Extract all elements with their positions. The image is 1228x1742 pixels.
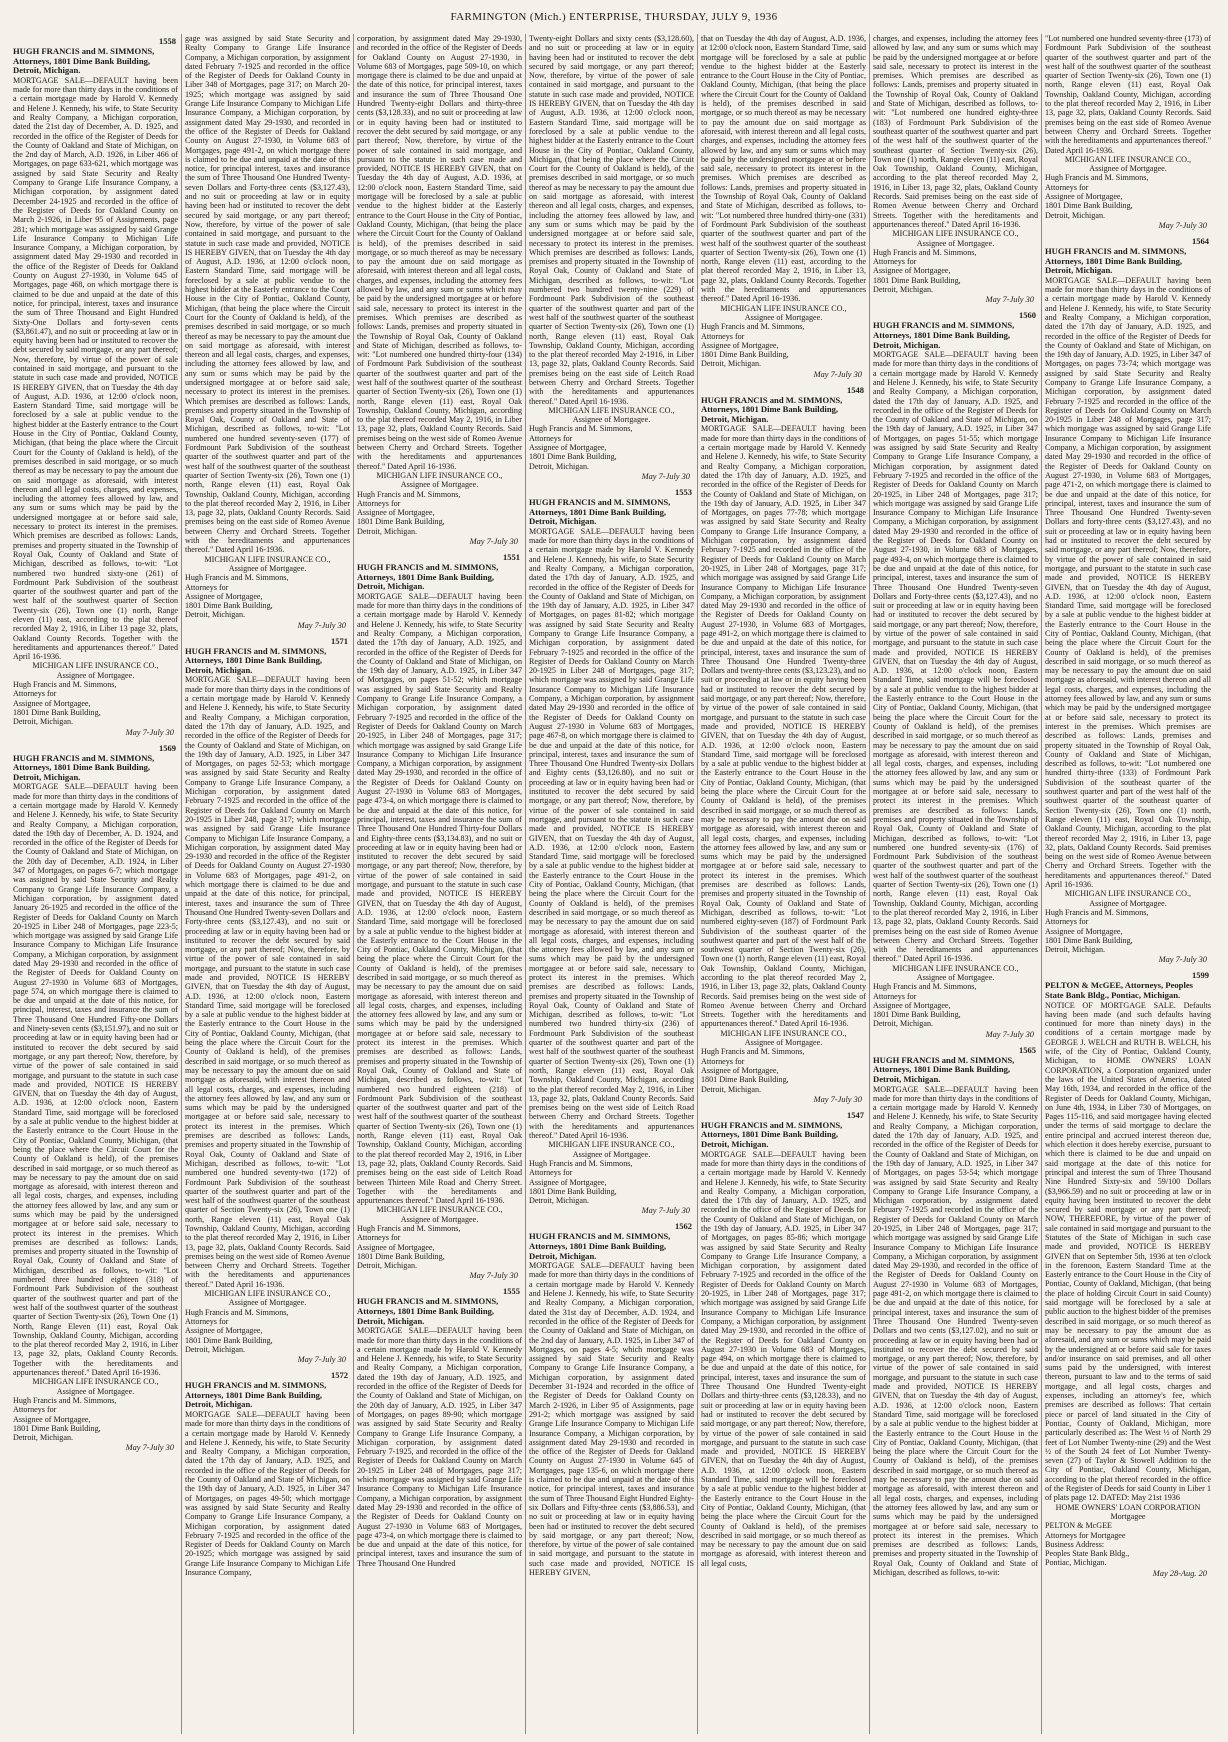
notice-header: HUGH FRANCIS and M. SIMMONS, Attorneys, 1801 Dime Bank Building, Detroit, Michigan. — [873, 1054, 1015, 1084]
notice-signature-line: Assignee of Mortgagee. — [572, 1149, 651, 1159]
notice-run-dates: May 7-July 30 — [813, 369, 862, 379]
legal-notice — [529, 487, 694, 1215]
notice-signature-line: 1801 Dime Bank Building, — [701, 1075, 789, 1085]
notice-signature-line: Assignee of Mortgagee, — [873, 1000, 951, 1010]
column-5 — [698, 34, 870, 1734]
notice-signature-line: Detroit, Michigan. — [185, 1344, 246, 1354]
notice-signature-line: MICHIGAN LIFE INSURANCE CO., — [548, 405, 675, 415]
notice-number: 1564 — [1192, 235, 1209, 246]
notice-signature-line: MICHIGAN LIFE INSURANCE CO., — [32, 661, 159, 671]
notice-signature-line: 1801 Dime Bank Building, — [13, 707, 101, 717]
notice-signature-line: Business Address: — [1045, 1539, 1105, 1549]
notice-signature-line: Hugh Francis and M. Simmons, — [13, 680, 117, 690]
notice-signature-line: Detroit, Michigan. — [357, 526, 418, 536]
notice-body: MORTGAGE SALE—DEFAULT having been made for more than thirty days in the conditions of a certain mortgage made by Harold V. Kennedy and Helene J. Kennedy, his wife, to State Security and Realty Company, a Michigan corporation, dated the 17th day of January, A.D. 1925, and recorded in the office of the Register of Deeds for the County of Oakland and State of Michigan, on the 19th day of January, A.D. 1925, in Liber 347 of Mortgages, on pages 51-55; which mortgage was assigned by said State Security and Realty Company to Grange Life Insurance Company, a Michigan corporation, by assignment dated February 7-1925 and recorded in the office of the Register of Deeds for Oakland County on March 20-1925, in Liber 248 of Mortgages, page 317; which mortgage was assigned by said Grange Life Insurance Company to Michigan Life Insurance Company, a Michigan corporation, by assignment dated May 29-1930 and recorded in the office of the Register of Deeds for Oakland County on August 27-1930, in Volume 683 of Mortgages, page 493-4, on which mortgage there is claimed to be due and unpaid at the date of this notice, for principal, interest, taxes and insurance the sum of Three Thousand One Hundred Twenty-seven Dollars and Forty-three cents ($3,127.43), and no suit or proceeding at law or in equity having been had or instituted to recover the debt secured by said mortgage, or any part thereof; Now, therefore, by virtue of the power of sale contained in said mortgage, and pursuant to the statute in such case made and provided, NOTICE IS HEREBY GIVEN, that on Tuesday the 4th day of August, A.D. 1936, at 12:00 o'clock noon, Eastern Standard Time, said mortgage will be foreclosed by a sale at public vendue to the highest bidder at the Easterly entrance to the Court House in the City of Pontiac, Oakland County, Michigan, (that being the place where the Circuit Court for the County of Oakland is held), of the premises described in said mortgage, or so much thereof as may be necessary to pay the amount due on said mortgage as aforesaid, with interest thereon and all legal costs, charges, and expenses, including the attorney fees allowed by law, and any sum or sums which may be paid by the undersigned mortgagee at or before said sale, necessary to protect its interest in the premises. Which premises are described as follows: Lands, premises and property situated in the Township of Royal Oak, County of Oakland and State of Michigan, described as follows, to-wit: "Lot numbered one hundred seventy-six (176) of Fordmount Park Subdivision of the southeast quarter of the southwest quarter and part of the west half of the southwest quarter of the southeast quarter of Section Twenty-six (26), Town one (1) north, Range eleven (11) east, Royal Oak Township, Oakland County, Michigan, according to the plat thereof recorded May 2, 1916, in Liber 13, page 32, plats, Oakland County Records. Said premises being on the east side of Romeo Avenue between Cherry and Orchard Streets. Together with the hereditaments and appurtenances thereof." Dated April 16-1936. — [873, 350, 1038, 964]
column-7 — [1042, 34, 1214, 1734]
notice-signature-line: Assignee of Mortgagee, — [529, 443, 607, 453]
page-masthead: FARMINGTON (Mich.) ENTERPRISE, THURSDAY, JULY 9, 1936 — [450, 11, 778, 23]
legal-notice — [873, 34, 1038, 304]
legal-notice — [13, 36, 178, 737]
legal-notice — [185, 636, 350, 1364]
notice-signature-line: Assignee of Mortgagee, — [13, 698, 91, 708]
notice-signature-line: Assignee of Mortgagee. — [744, 312, 823, 322]
notice-number: 1553 — [675, 486, 692, 497]
notice-run-dates: May 7-July 30 — [297, 1355, 346, 1365]
notice-signature-line: Assignee of Mortgagee, — [529, 1177, 607, 1187]
notice-signature-line: Attorneys for — [357, 498, 401, 508]
column-2 — [182, 34, 354, 1734]
notice-signature-line: 1801 Dime Bank Building, — [701, 350, 789, 360]
legal-notice — [529, 1221, 694, 1577]
legal-notice — [1045, 34, 1211, 230]
notice-signature-line: HOME OWNERS' LOAN CORPORATION — [1055, 1502, 1201, 1512]
notice-signature-line: Attorneys for — [529, 1168, 573, 1178]
notice-signature-line: Detroit, Michigan. — [13, 717, 74, 727]
notice-signature-line: Assignee of Mortgagee. — [1089, 164, 1167, 174]
notice-signature-line: MICHIGAN LIFE INSURANCE CO., — [376, 1205, 503, 1215]
notice-header: PELTON & McGEE, Attorneys, Peoples State Bank Bldg., Pontiac, Michigan. — [1045, 980, 1194, 1000]
notice-number: 1572 — [331, 1370, 348, 1381]
notice-header: HUGH FRANCIS and M. SIMMONS, Attorneys, 1801 Dime Bank Building, Detroit, Michigan. — [357, 1296, 499, 1326]
legal-notice — [529, 34, 694, 481]
legal-notice — [701, 385, 866, 1104]
notice-header: HUGH FRANCIS and M. SIMMONS, Attorneys, 1801 Dime Bank Building, Detroit, Michigan. — [529, 496, 671, 527]
notice-body: "Lot numbered one hundred seventy-three (173) of Fordmount Park Subdivision of the southeast quarter of the southwest quarter and part of the west half of the southwest quarter of the southeast quarter of Section Twenty-six (26), Town one (1) north, Range eleven (11) east, Royal Oak Township, Oakland County, Michigan, according to the plat thereof recorded May 2, 1916, in Liber 13, page 32, plats, Oakland County Records. Said premises being on the east side of Romeo Avenue between Cherry and Orchard Streets. Together with the hereditaments and appurtenances thereof." Dated April 16-1936. — [1045, 34, 1212, 155]
notice-signature-line: Assignee of Mortgagee. — [400, 480, 479, 490]
notice-signature-line: Attorneys for — [1045, 182, 1089, 192]
notice-body: MORTGAGE SALE—DEFAULT having been made for more than thirty days in the conditions of a certain mortgage made by Harold V. Kennedy and Helene J. Kennedy, his wife, to State Security and Realty Company, a Michigan corporation, dated the 17th day of January, A.D. 1925, and recorded in the office of the Register of Deeds for the County of Oakland and State of Michigan, on the 19th day of January, A.D. 1925, in Liber 347 of Mortgages, on pages 85-86; which mortgage was assigned by said State Security and Realty Company to Grange Life Insurance Company, a Michigan corporation, by assignment dated February 7-1925 and recorded in the office of the Register of Deeds for Oakland County on March 20-1925, in Liber 248 of Mortgages, page 317; which mortgage was assigned by said Grange Life Insurance Company to Michigan Life Insurance Company, a Michigan corporation, by assignment dated May 29-1930, and recorded in the office of the Register of Deeds for Oakland County on August 27-1930 in Volume 683 of Mortgages, page 494, on which mortgage there is claimed to be due and unpaid at the date of this notice, for principal, interest, taxes and insurance the sum of Three Thousand One Hundred Twenty-eight Dollars and thirty-three cents ($3,128.33), and no suit or proceeding at law or in equity having been had or instituted to recover the debt secured by said mortgage, or any part thereof; Now, therefore, by virtue of the power of sale contained in said mortgage, and pursuant to the statute in such case made and provided, NOTICE IS HEREBY GIVEN, that on Tuesday the 4th day of August, A.D. 1936, at 12:00 o'clock noon, Eastern Standard Time, said mortgage will be foreclosed by a sale at public vendue to the highest bidder at the Easterly entrance to the Court House in the City of Pontiac, Oakland County, Michigan, (that being the place where the Circuit Court for the County of Oakland is held), of the premises described in said mortgage, or so much thereof as may be necessary to pay the amount due on said mortgage as aforesaid, with interest thereon and all legal costs, — [701, 1149, 866, 1568]
notice-signature-line: 1801 Dime Bank Building, — [873, 1010, 961, 1020]
notice-signature-line: Assignee of Mortgagee. — [916, 972, 995, 982]
notice-signature-line: Assignee of Mortgagee, — [1045, 926, 1123, 936]
notice-number: 1560 — [1019, 310, 1036, 321]
notice-signature-line: PELTON & McGEE — [1045, 1521, 1112, 1531]
notice-body: MORTGAGE SALE—DEFAULT having been made for more than thirty days in the conditions of a certain mortgage made by Harold V. Kennedy and Helene J. Kennedy, his wife, to State Security and Realty Company, a Michigan corporation, dated the 17th day of January, A.D. 1925, and recorded in the office of the Register of Deeds for the County of Oakland and State of Michigan, on the 19th day of January, A.D. 1925, in Liber 347 of Mortgages, on pages 81-82; which mortgage was assigned by said State Security and Realty Company to Grange Life Insurance Company, a Michigan corporation, by assignment dated February 7-1925 and recorded in the office of the Register of Deeds for Oakland County on March 20-1925 in Liber 248 of Mortgages, page 317; which mortgage was assigned by said Grange Life Insurance Company to Michigan Life Insurance Company, a Michigan corporation, by assignment dated May 29-1930 and recorded in the office of the Register of Deeds for Oakland County on August 27-1930 in Volume 683 of Mortgages, page 467-8, on which mortgage there is claimed to be due and unpaid at the date of this notice, for principal, interest, taxes and insurance the sum of Three Thousand One Hundred Twenty-six Dollars and Eighty cents ($3,126.80), and no suit or proceeding at law or in equity having been had or instituted to recover the debt secured by said mortgage, or any part thereof; Now, therefore, by virtue of the power of sale contained in said mortgage, and pursuant to the statute in such case made and provided, NOTICE IS HEREBY GIVEN, that on Tuesday the 4th day of August, A.D. 1936, at 12:00 o'clock noon, Eastern Standard Time, said mortgage will be foreclosed by a sale at public vendue to the highest bidder at the Easterly entrance to the Court House in the City of Pontiac, Oakland County, Michigan, (that being the place where the Circuit Court for the County of Oakland is held), of the premises described in said mortgage, or so much thereof as may be necessary to pay the amount due on said mortgage as aforesaid, with interest thereon and all legal costs, charges, and expenses, including the attorney fees allowed by law, and any sum or sums which may be paid by the undersigned mortgagee at or before said sale, necessary to protect its interest in the premises. Which premises are described as follows: Lands, premises and property situated in the Township of Royal Oak, County of Oakland and State of Michigan, described as follows, to-wit: "Lot numbered two hundred thirty-six (236) of Fordmount Park Subdivision of the southeast quarter of the southwest quarter and part of the west half of the southwest quarter of the southeast quarter of Section Twenty-six (26), Town one (1) north, Range eleven (11) east, Royal Oak Township, Oakland County, Michigan, according to the plat thereof recorded May 2, 1916, in Liber 13, page 32, plats, Oakland County Records. Said premises being on the west side of Leitch Road between Cherry and Orchard Streets. Together with the hereditaments and appurtenances thereof." Dated April 16-1936. — [529, 526, 694, 1141]
notice-signature-line: Hugh Francis and M. Simmons, — [873, 982, 977, 992]
notice-signature-line: Pontiac, Michigan. — [1045, 1558, 1107, 1568]
notice-signature-line: MICHIGAN LIFE INSURANCE CO., — [892, 229, 1019, 239]
notice-signature-line: Attorneys for Mortgagee — [1045, 1530, 1126, 1540]
notice-signature-line: Detroit, Michigan. — [1045, 945, 1106, 955]
notice-signature-line: Assignee of Mortgagee, — [873, 266, 951, 276]
notice-run-dates: May 7-July 30 — [985, 1029, 1034, 1039]
notice-number: 1548 — [847, 384, 864, 395]
notice-signature-line: Hugh Francis and M. Simmons, — [873, 247, 977, 257]
notice-signature-line: Assignee of Mortgagee. — [916, 238, 995, 248]
legal-notice — [185, 34, 350, 630]
notice-signature-line: Hugh Francis and M. Simmons, — [1045, 173, 1149, 183]
notice-signature-line: Attorneys for — [357, 1233, 401, 1243]
notice-body: MORTGAGE SALE—DEFAULT having been made for more than thirty days in the conditions of a certain mortgage made by Harold V. Kennedy and Helene J. Kennedy, his wife, to State Security and Realty Company, a Michigan corporation, dated the 19th day of January, A.D. 1925, and recorded in the office of the Register of Deeds for the County of Oakland and State of Michigan, on the 20th day of January, A.D. 1925, in Liber 347 of Mortgages, on pages 89-90; which mortgage was assigned by said State Security and Realty Company to Grange Life Insurance Company, a Michigan corporation, by assignment dated February 7-1925, and recorded in the office of the Register of Deeds for Oakland County on March 20-1925 in Liber 248 of Mortgages, page 317; which mortgage was assigned by said Grange Life Insurance Company to Michigan Life Insurance Company, a Michigan corporation, by assignment dated May 29-1930 and recorded in the office of the Register of Deeds for Oakland County on August 27-1930 in Volume 683 of Mortgages, page 473-4, on which mortgage there is claimed to be due and unpaid at the date of this notice, for principal interest, taxes and insurance the sum of Three Thousand One Hundred — [357, 1326, 522, 1568]
notice-signature-line: Assignee of Mortgagee. — [228, 563, 307, 573]
notice-header: HUGH FRANCIS and M. SIMMONS, Attorneys, 1801 Dime Bank Building, Detroit, Michigan. — [185, 645, 327, 675]
notice-signature-line: 1801 Dime Bank Building, — [13, 1423, 101, 1433]
notice-signature-line: Assignee of Mortgagee. — [744, 1038, 823, 1048]
notice-body: NOTICE OF MORTGAGE SALE. Defaults having been made (and such defaults having continued for more than ninety days) in the conditions of a certain mortgage made by GEORGE J. WELCH and RUTH B. WELCH, his wife, of the City of Pontiac, Oakland County, Michigan, to HOME OWNERS' LOAN CORPORATION, a Corporation organized under the laws of the United States of America, dated May 16th, 1934, and recorded in the office of the Register of Deeds for Oakland County, Michigan, on June 4th, 1934, in Liber 730 of Mortgages, on Pages 115-116, and said mortgagee having elected under the terms of said mortgage to declare the entire principal and accrued interest thereon due, which election it does hereby exercise, pursuant to which there is claimed to be due and unpaid on said mortgage at the date of this notice for principal and interest the sum of Three Thousand Nine Hundred Sixty-six and 59/100 Dollars ($3,966.59) and no suit or proceeding at law or in equity having been instituted to recover the debt secured by said mortgage or any part thereof; NOW, THEREFORE, by virtue of the power of sale contained in said mortgage and pursuant to the Statutes of the State of Michigan in such case made and provided, NOTICE IS HEREBY GIVEN that on September 5th, 1936 at ten o'clock in the forenoon, Eastern Standard Time at the Easterly entrance to the Court House in the City of Pontiac, County of Oakland, Michigan, (that being the place of holding Circuit Court in said County) said mortgage will be foreclosed by a sale at public auction to the highest bidder of the premises described in said mortgage, or so much thereof as may be necessary to pay the amount due as aforesaid, and any sum or sums which may be paid by the undersigned at or before said sale for taxes and/or insurance on said premises, and all other sums paid by the undersigned, with interest thereon, pursuant to law and to the terms of said mortgage, and all legal costs, charges and expenses, including an attorney's fee, which premises are described as follows: That certain piece or parcel of land situated in the City of Pontiac, County of Oakland, Michigan, more particularly described as: The West ½ of North 29 feet of Lot Number Twenty-nine (29) and the West ½ of the South 24 feet of Lot Number Twenty-seven (27) of Taylor & Stowell Addition to the City of Pontiac, Oakland County, Michigan, according to the plat thereof recorded in the office of the Register of Deeds for said County in Liber 1 of plats page 12. DATED: May 21st 1936 — [1045, 1000, 1211, 1503]
notice-body: charges, and expenses, including the attorney fees allowed by law, and any sum or sums which may be paid by the undersigned mortgagee at or before said sale, necessary to protect its interest in the premises. Which premises are described as follows: Lands, premises and property situated in the Township of Royal Oak, County of Oakland and State of Michigan, described as follows, to-wit: "Lot numbered one hundred eighty-three (183) of Fordmount Park Subdivision of the southeast quarter of the southwest quarter and part of the west half of the southwest quarter of the southeast quarter of Section Twenty-six (26), Town one (1) north, Range eleven (11) east, Royal Oak Township, Oakland County, Michigan, according to the plat thereof recorded May 2, 1916, in Liber 13, page 32, plats, Oakland County Records. Said premises being on the east side of Romeo Avenue between Cherry and Orchard Streets. Together with the hereditaments and appurtenances thereof." Dated April 16-1936. — [873, 34, 1038, 229]
column-1 — [10, 34, 182, 1734]
notice-run-dates: May 28-Aug. 20 — [1152, 1568, 1207, 1578]
notice-signature-line: Assignee of Mortgagee. — [400, 1214, 479, 1224]
notice-body: MORTGAGE SALE—DEFAULT having been made for more than thirty days in the conditions of a certain mortgage made by Harold V. Kennedy and Helene J. Kennedy, his wife, to State Security and Realty Company, a Michigan corporation, dated the 17th day of January, A.D. 1925, and recorded in the office of the Register of Deeds for the County of Oakland and State of Michigan, on the 19th day of January, A.D. 1925, in Liber 347 of Mortgages, on pages 73-74; which mortgage was assigned by said State Security and Realty Company to Grange Life Insurance Company, a Michigan corporation, by assignment dated February 7-1925 and recorded in the office of the Register of Deeds for Oakland County on March 20-1925 in Liber 248 of Mortgages, page 317; which mortgage was assigned by said Grange Life Insurance Company to Michigan Life Insurance Company, a Michigan corporation, by assignment dated May 29-1930 and recorded in the office of the Register of Deeds for Oakland County on August 27-1930, in Volume 683 of Mortgages, page 471-2, on which mortgage there is claimed to be due and unpaid at the date of this notice, for principal, interest, taxes and insurance the sum of Three Thousand One Hundred Twenty-seven Dollars and forty-three cents ($3,127.43), and no suit or proceeding at law or in equity having been had or instituted to recover the debt secured by said mortgage, or any part thereof; Now, therefore, by virtue of the power of sale contained in said mortgage, and pursuant to the statute in such case made and provided, NOTICE IS HEREBY GIVEN, that on Tuesday the 4th day of August, A.D. 1936, at 12:00 o'clock noon, Eastern Standard Time, said mortgage will be foreclosed by a sale at public vendue to the highest bidder at the Easterly entrance to the Court House in the City of Pontiac, Oakland County, Michigan, (that being the place where the Circuit Court for the County of Oakland is held), of the premises described in said mortgage, or so much thereof as may be necessary to pay the amount due on said mortgage as aforesaid, with interest thereon and all legal costs, charges, and expenses, including the attorney fees allowed by law, and any sum or sums which may be paid by the undersigned mortgagee at or before said sale, necessary to protect its interest in the premises. Which premises are described as follows: Lands, premises and property situated in the Township of Royal Oak, County of Oakland and State of Michigan, described as follows, to-wit: "Lot numbered one hundred thirty-three (133) of Fordmount Park Subdivision of the southeast quarter of the southwest quarter and part of the west half of the southwest quarter of the southeast quarter of Section Twenty-six (26), Town one (1) north, Range eleven (11) east, Royal Oak Township, Oakland County, Michigan, according to the plat thereof recorded May 2, 1916, in Liber 13, page 32, plats, Oakland County Records. Said premises being on the west side of Romeo Avenue between Cherry and Orchard Streets. Together with the hereditaments and appurtenances thereof." Dated April 16-1936. — [1045, 275, 1211, 890]
notice-header: HUGH FRANCIS and M. SIMMONS, Attorneys, 1801 Dime Bank Building, Detroit, Michigan. — [1045, 245, 1187, 276]
notice-header: HUGH FRANCIS and M. SIMMONS, Attorneys, 1801 Dime Bank Building, Detroit, Michigan. — [701, 394, 843, 424]
notice-signature-line: Attorneys for — [13, 689, 57, 699]
notice-header: HUGH FRANCIS and M. SIMMONS, Attorneys, 1801 Dime Bank Building, Detroit, Michigan. — [873, 320, 1015, 350]
notice-signature-line: Hugh Francis and M. Simmons, — [13, 1395, 117, 1405]
notice-signature-line: Attorneys for — [873, 257, 917, 267]
notice-number: 1562 — [675, 1221, 692, 1232]
notice-body: MORTGAGE SALE—DEFAULT having been made for more than thirty days in the conditions of a certain mortgage made by Harold V. Kennedy and Helene J. Kennedy, his wife, to State Security and Realty Company, a Michigan corporation, dated the 17th day of January, A.D. 1925, and recorded in the office of the Register of Deeds for the County of Oakland and State of Michigan, on the 19th day of January, A.D. 1925, in Liber 347 of Mortgages, on pages 77-78; which mortgage was assigned by said State Security and Realty Company to Grange Life Insurance Company, a Michigan corporation, by assignment dated February 7-1925 and recorded in the office of the Register of Deeds for Oakland County on March 20-1925, in Liber 248 of Mortgages, page 317; which mortgage was assigned by said Grange Life Insurance Company to Michigan Life Insurance Company, a Michigan corporation, by assignment dated May 29-1930 and recorded in the office of the Register of Deeds for Oakland County on August 27-1930, in Volume 683 of Mortgages, page 491-2, on which mortgage there is claimed to be due and unpaid at the date of this notice, for principal, interest, taxes and insurance the sum of Three Thousand One Hundred Twenty-three Dollars and twenty-three cents ($3,123.23), and no suit or proceeding at law or in equity having been had or instituted to recover the debt secured by said mortgage, or any part thereof; Now, therefore, by virtue of the power of sale contained in said mortgage, and pursuant to the statute in such case made and provided, NOTICE IS HEREBY GIVEN, that on Tuesday the 4th day of August, A.D. 1936, at 12:00 o'clock noon, Eastern Standard Time, said mortgage will be foreclosed by a sale at public vendue to the highest bidder at the Easterly entrance to the Court House in the City of Pontiac, Oakland County, Michigan, (that being the place where the Circuit Court for the County of Oakland is held), of the premises described in said mortgage, or so much thereof as may be necessary to pay the amount due on said mortgage as aforesaid, with interest thereon and all legal costs, charges, and expenses, including the attorney fees allowed by law, and any sum or sums which may be paid by the undersigned mortgagee at or before said sale, necessary to protect its interest in the premises. Which premises are described as follows: Lands, premises and property situated in the Township of Royal Oak, County of Oakland and State of Michigan, described as follows, to-wit: "Lot numbered eighty-seven (187) of Fordmount Park Subdivision of the southeast quarter of the southwest quarter and part of the west half of the southwest quarter of Section Twenty-six (26), Town one (1) north, Range eleven (11) east, Royal Oak Township, Oakland County, Michigan, according to the plat thereof recorded May 2, 1916, in Liber 13, page 32, plats, Oakland County Records. Said premises being on the west side of Romeo Avenue between Cherry and Orchard Streets. Together with the hereditaments and appurtenances thereof." Dated April 16-1936. — [701, 424, 866, 1029]
notice-body: MORTGAGE SALE—DEFAULT having been made for more than thirty days in the conditions of a certain mortgage made by Harold V. Kennedy and Helene J. Kennedy, his wife, to State Security and Realty Company, a Michigan corporation, dated the 31st day of December, A.D. 1924, and recorded in the office of the Register of Deeds for the County of Oakland and State of Michigan, on the 2nd day of January, A.D. 1925, in Liber 347 of Mortgages, on pages 4-5; which mortgage was assigned by said State Security and Realty Company to Grange Life Insurance Company, a Michigan corporation, by assignment dated December 31-1924 and recorded in the office of the Register of Deeds for Oakland County on March 2-1926, in Liber 95 of Assignments, page 291-2; which mortgage was assigned by said Grange Life Insurance Company to Michigan Life Insurance Company, a Michigan corporation, by assignment dated May 29-1930 and recorded in the office of the Register of Deeds for Oakland County on August 27-1930 in Volume 645 of Mortgages, page 135-6, on which mortgage there is claimed to be due and unpaid at the date of this notice, for principal interest, taxes and insurance the sum of Three Thousand Eight Hundred Eighty-six Dollars and Fifty-three cents ($3,886.53), and no suit or proceeding at law or in equity having been had or instituted to recover the debt secured by said mortgage, or any part thereof; Now, therefore, by virtue of the power of sale contained in said mortgage, and pursuant to the statute in such case made and provided, NOTICE IS HEREBY GIVEN, — [529, 1261, 694, 1577]
notice-number: 1571 — [331, 635, 348, 646]
notice-signature-line: MICHIGAN LIFE INSURANCE CO., — [1064, 889, 1192, 899]
notice-run-dates: May 7-July 30 — [985, 295, 1034, 305]
notice-run-dates: May 7-July 30 — [1158, 955, 1207, 965]
notice-number: 1569 — [159, 742, 176, 753]
notice-body: that on Tuesday the 4th day of August, A.D. 1936, at 12:00 o'clock noon, Eastern Standard Time, said mortgage will be foreclosed by a sale at public vendue to the highest bidder at the Easterly entrance to the Court House in the City of Pontiac, Oakland County, Michigan, (that being the place where the Circuit Court for the County of Oakland is held), of the premises described in said mortgage, or so much thereof as may be necessary to pay the amount due on said mortgage as aforesaid, with interest thereon and all legal costs, charges, and expenses, including the attorney fees allowed by law, and any sum or sums which may be paid by the undersigned mortgagee at or before said sale, necessary to protect its interest in the premises. Which premises are described as follows: Lands, premises and property situated in the Township of Royal Oak, County of Oakland and State of Michigan, described as follows, to-wit: "Lot numbered three hundred thirty-one (331) of Fordmount Park Subdivision of the southeast quarter of the southwest quarter and part of the west half of the southwest quarter of the southeast quarter of Section Twenty-six (26), Town one (1) north, Range eleven (11) east, according to the plat thereof recorded May 2, 1916, in Liber 13, page 32, plats, Oakland County Records. Together with the hereditaments and appurtenances thereof." Dated April 16-1936. — [701, 34, 866, 304]
notice-signature-line: Detroit, Michigan. — [13, 1433, 74, 1443]
notice-signature-line: Assignee of Mortgagee. — [56, 1386, 135, 1396]
notice-number: 1555 — [503, 1286, 520, 1297]
notice-header: HUGH FRANCIS and M. SIMMONS, Attorneys, 1801 Dime Bank Building, Detroit, Michigan. — [357, 562, 499, 592]
notice-signature-line: 1801 Dime Bank Building, — [185, 601, 273, 611]
notice-signature-line: Assignee of Mortgagee. — [56, 670, 135, 680]
notice-run-dates: May 7-July 30 — [125, 727, 174, 737]
notice-signature-line: Assignee of Mortgagee, — [701, 1065, 779, 1075]
notice-run-dates: May 7-July 30 — [641, 471, 690, 481]
notice-body: MORTGAGE SALE—DEFAULT having been made for more than thirty days in the conditions of a certain mortgage made by Harold V. Kennedy and Helene J. Kennedy, his wife, to State Security and Realty Company, a Michigan corporation, dated the 17th day of January, A.D. 1925, and recorded in the office of the Register of Deeds for the County of Oakland and State of Michigan, on the 19th day of January, A.D. 1925, in Liber 347 of Mortgages, on pages 52-53; which mortgage was assigned by said State Security and Realty Company to Grange Life Insurance Company, a Michigan corporation, by assignment dated February 7-1925 and recorded in the office of the Register of Deeds for Oakland County on March 20-1925 in Liber 248, page 317; which mortgage was assigned by said Grange Life Insurance Company to Michigan Life Insurance Company, a Michigan corporation, by assignment dated May 29-1930 and recorded in the office of the Register of Deeds for Oakland County on August 27-1930 in Volume 683 of Mortgages, page 491-2, on which mortgage there is claimed to be due and unpaid at the date of this notice, for principal, interest, taxes and insurance the sum of Three Thousand One Hundred Twenty-seven Dollars and Forty-three cents ($3,127.43), and no suit or proceeding at law or in equity having been had or instituted to recover the debt secured by said mortgage, or any part thereof; Now, therefore, by virtue of the power of sale contained in said mortgage, and pursuant to the statute in such case made and provided, NOTICE IS HEREBY GIVEN, that on Tuesday the 4th day of August, A.D. 1936, at 12:00 o'clock noon, Eastern Standard Time, said mortgage will be foreclosed by a sale at public vendue to the highest bidder at the Easterly entrance to the Court House in the City of Pontiac, Oakland County, Michigan, (that being the place where the Circuit Court for the County of Oakland is held), of the premises described in said mortgage, or so much thereof as may be necessary to pay the amount due on said mortgage as aforesaid, with interest thereon and all legal costs, charges, and expenses, including the attorney fees allowed by law, and any sum or sums which may be paid by the undersigned mortgagee at or before said sale, necessary to protect its interest in the premises. Which premises are described as follows: Lands, premises and property situated in the Township of Royal Oak, County of Oakland and State of Michigan, described as follows, to-wit: "Lot numbered one hundred seventy-two (172) of Fordmount Park Subdivision of the southeast quarter of the southwest quarter and part of the west half of the southwest quarter of the southeast quarter of Section Twenty-six (26), Town one (1) north, Range eleven (11) east, Royal Oak Township, Oakland County, Michigan, according to the plat thereof recorded May 2, 1916, in Liber 13, page 32, plats, Oakland County Records. Said premises being on the west side of Romeo Avenue between Cherry and Orchard Streets. Together with the hereditaments and appurtenances thereof." Dated April 16-1936. — [185, 675, 350, 1289]
notice-signature-line: Hugh Francis and M. Simmons, — [701, 1047, 805, 1057]
notice-signature-line: Detroit, Michigan. — [873, 285, 934, 295]
column-6 — [870, 34, 1042, 1734]
notice-signature-line: MICHIGAN LIFE INSURANCE CO., — [892, 963, 1019, 973]
notice-run-dates: May 7-July 30 — [813, 1094, 862, 1104]
notice-signature-line: 1801 Dime Bank Building, — [357, 1251, 445, 1261]
notice-signature-line: Mortgagee — [1110, 1511, 1146, 1521]
notice-signature-line: Peoples State Bank Bldg., — [1045, 1549, 1130, 1559]
legal-notice — [185, 1370, 350, 1577]
legal-notice — [873, 1045, 1038, 1578]
notice-number: 1565 — [1019, 1044, 1036, 1055]
notice-signature-line: Attorneys for — [185, 1316, 229, 1326]
notice-body: MORTGAGE SALE—DEFAULT having been made for more than thirty days in the conditions of a certain mortgage made by Harold V. Kennedy and Helene J. Kennedy, his wife, to State Security and Realty Company, a Michigan corporation, dated the 21st day of December, A. D. 1925, and recorded in the office of the Register of Deeds for the County of Oakland and State of Michigan, on the 2nd day of March, A.D. 1926, in Liber 466 of Mortgages, on page 633-621, which mortgage was assigned by said State Security and Realty Company to Grange Life Insurance Company, a Michigan corporation, by assignment dated December 24-1925 and recorded in the office of the Register of Deeds for Oakland County on March 2-1926, in Liber 95 of Assignments, page 281; which mortgage was assigned by said Grange Life Insurance Company to Michigan Life Insurance Company, a Michigan corporation, by assignment dated May 29-1930 and recorded in the office of the Register of Deeds for Oakland County on August 27-1930, in Volume 645 of Mortgages, page 468, on which mortgage there is claimed to be due and unpaid at the date of this notice, for principal, interest, taxes and insurance the sum of Three Thousand and Eight Hundred Sixty-One Dollars and forty-seven cents ($3,861.47), and no suit or proceeding at law or in equity having been had or instituted to recover the debt secured by said mortgage, or any part thereof; Now, therefore, by virtue of the power of sale contained in said mortgage, and pursuant to the statute in such case made and provided, NOTICE IS HEREBY GIVEN, that on Tuesday the 4th day of August, A.D. 1936, at 12:00 o'clock noon, Eastern Standard Time, said mortgage will be foreclosed by a sale at public vendue to the highest bidder at the Easterly entrance to the Court House in the City of Pontiac, Oakland County, Michigan, (that being the place where the Circuit Court for the County of Oakland is held), of the premises described in said mortgage, or so much thereof as may be necessary to pay the amount due on said mortgage as aforesaid, with interest thereon and all legal costs, charges, and expenses, including the attorney fees allowed by law, and any sum or sums which may be paid by the undersigned mortgagee at or before said sale, necessary to protect its interest in the premises. Which premises are described as follows: Lands, premises and property situated in the Township of Royal Oak, County of Oakland and State of Michigan, described as follows, to-wit: "Lot numbered two hundred sixty-one (261) of Fordmount Park Subdivision of the southeast quarter of the southwest quarter and part of the west half of the southwest quarter of Section Twenty-six (26), Town one (1) north, Range eleven (11) east, according to the plat thereof recorded May 2, 1916, in Liber 13 page 32, plats, Oakland County Records. Together with the hereditaments and appurtenances thereof." Dated April 16-1936. — [13, 75, 178, 662]
notice-signature-line: Assignee of Mortgagee, — [357, 1242, 435, 1252]
legal-notice — [873, 310, 1038, 1038]
notice-signature-line: Attorneys for — [13, 1405, 57, 1415]
notice-signature-line: MICHIGAN LIFE INSURANCE CO., — [1064, 154, 1192, 164]
column-4 — [526, 34, 698, 1734]
legal-notice — [357, 552, 522, 1280]
notice-signature-line: Attorneys for — [529, 433, 573, 443]
notice-number: 1599 — [1192, 970, 1209, 981]
notice-signature-line: Assignee of Mortgagee, — [13, 1414, 91, 1424]
notice-run-dates: May 7-July 30 — [469, 537, 518, 547]
notice-run-dates: May 7-July 30 — [1158, 220, 1207, 230]
notice-signature-line: Detroit, Michigan. — [185, 610, 246, 620]
notice-signature-line: Detroit, Michigan. — [701, 359, 762, 369]
notice-signature-line: 1801 Dime Bank Building, — [529, 452, 617, 462]
legal-notice — [357, 34, 522, 546]
notice-run-dates: May 7-July 30 — [641, 1206, 690, 1216]
notice-body: corporation, by assignment dated May 29-1930, and recorded in the office of the Register of Deeds for Oakland County on August 27-1930, in Volume 683 of Mortgages, page 509-10, on which mortgage there is claimed to be due and unpaid at the date of this notice, for principal interest, taxes and insurance the sum of Three Thousand One Hundred Twenty-eight Dollars and thirty-three cents ($3,128.33), and no suit or proceeding at law or in equity having been had or instituted to recover the debt secured by said mortgage, or any part thereof; Now, therefore, by virtue of the power of sale contained in said mortgage, and pursuant to the statute in such case made and provided, NOTICE IS HEREBY GIVEN, that on Tuesday the 4th day of August, A.D. 1936, at 12:00 o'clock noon, Eastern Standard Time, said mortgage will be foreclosed by a sale at public vendue to the highest bidder at the Easterly entrance to the Court House in the City of Pontiac, Oakland County, Michigan, (that being the place where the Circuit Court for the County of Oakland is held), of the premises described in said mortgage, or so much thereof as may be necessary to pay the amount due on said mortgage as aforesaid, with interest thereon and all legal costs, charges, and expenses, including the attorney fees allowed by law, and any sum or sums which may be paid by the undersigned mortgagee at or before said sale, necessary to protect its interest in the premises. Which premises are described as follows: Lands, premises and property situated in the Township of Royal Oak, County of Oakland and State of Michigan, described as follows, to-wit: "Lot numbered one hundred thirty-four (134) of Fordmount Park Subdivision of the southeast quarter of the southwest quarter and part of the west half of the southwest quarter of the southeast quarter of Section Twenty-six (26), Town one (1) north, Range eleven (11) east, Royal Oak Township, Oakland County, Michigan, according to the plat thereof recorded May 2, 1916, in Liber 13, page 32, plats, Oakland County Records. Said premises being on the west side of Romeo Avenue between Cherry and Orchard Streets. Together with the hereditaments and appurtenances thereof." Dated April 16-1936. — [357, 34, 522, 471]
notice-body: gage was assigned by said State Security and Realty Company to Grange Life Insurance Company, a Michigan corporation, by assignment dated February 7-1925 and recorded in the office of the Register of Deeds for Oakland County in Liber 348 of Mortgages, page 317; on March 20-1925; which mortgage was assigned by said Grange Life Insurance Company to Michigan Life Insurance Company, a Michigan corporation, by assignment dated May 29-1930, and recorded in the office of the Register of Deeds for Oakland County on August 27-1930, in Volume 683 of Mortgages, page 491-2, on which mortgage there is claimed to be due and unpaid at the date of this notice, for principal interest, taxes and insurance the sum of Three Thousand One Hundred Twenty-seven Dollars and Forty-three cents ($3,127.43), and no suit or proceeding at law or in equity having been had or instituted to recover the debt secured by said mortgage, or any part thereof; Now, therefore, by virtue of the power of sale contained in said mortgage, and pursuant to the statute in such case made and provided, NOTICE IS HEREBY GIVEN, that on Tuesday the 4th day of August, A.D. 1936, at 12:00 o'clock noon, Eastern Standard Time, said mortgage will be foreclosed by a sale at public vendue to the highest bidder at the Easterly entrance to the Court House in the City of Pontiac, Oakland County, Michigan, (that being the place where the Circuit Court for the County of Oakland is held), of the premises described in said mortgage, or so much thereof as may be necessary to pay the amount due on said mortgage as aforesaid, with interest thereon and all legal costs, charges, and expenses, including the attorney fees allowed by law, and any sum or sums which may be paid by the undersigned mortgagee at or before said sale, necessary to protect its interest in the premises. Which premises are described as follows: Lands, premises and property situated in the Township of Royal Oak, County of Oakland and State of Michigan, described as follows, to-wit: "Lot numbered one hundred seventy-seven (177) of Fordmount Park Subdivision of the southeast quarter of the southwest quarter and part of the west half of the southwest quarter of the southeast quarter of Section Twenty-six (26), Town one (1) north, Range eleven (11) east, Royal Oak Township, Oakland County, Michigan, according to the plat thereof recorded May 2, 1916, in Liber 13, page 32, plats, Oakland County Records. Said premises being on the east side of Romeo Avenue between Cherry and Orchard Streets. Together with the hereditaments and appurtenances thereof." Dated April 16-1936. — [185, 34, 350, 555]
legal-notice — [1045, 236, 1211, 964]
notice-header: HUGH FRANCIS and M. SIMMONS, Attorneys, 1801 Dime Bank Building, Detroit, Michigan. — [13, 752, 155, 782]
notice-run-dates: May 7-July 30 — [469, 1271, 518, 1281]
notice-body: MORTGAGE SALE—DEFAULT having been made for more than thirty days in the conditions of a certain mortgage made by Harold V. Kennedy and Helene J. Kennedy, his wife, to State Security and Realty Company, a Michigan corporation, dated the 19th day of December, A. D. 1924, and recorded in the office of the Register of Deeds for the County of Oakland and State of Michigan, on the 20th day of December, A.D. 1924, in Liber 347 of Mortgages, on pages 6-7; which mortgage was assigned by said State Security and Realty Company to Grange Life Insurance Company, a Michigan corporation, by assignment dated January 26-1925 and recorded in the office of the Register of Deeds for Oakland County on March 20-1925 in Liber 248 of Mortgages, page 223-5; which mortgage was assigned by said Grange Life Insurance Company to Michigan Life Insurance Company, a Michigan corporation, by assignment dated May 29-1930 and recorded in the office of the Register of Deeds for Oakland County on August 27-1930 in Volume 683 of Mortgages, page 574, on which mortgage there is claimed to be due and unpaid at the date of this notice, for principal, interest, taxes and insurance the sum of Three Thousand One Hundred Fifty-one Dollars and Ninety-seven cents ($3,151.97), and no suit or proceeding at law or in equity having been had or instituted to recover the debt secured by said mortgage, or any part thereof; Now, therefore, by virtue of the power of sale contained in said mortgage, and pursuant to the statute in such case made and provided, NOTICE IS HEREBY GIVEN, that on Tuesday the 4th day of August, A.D. 1936, at 12:00 o'clock noon, Eastern Standard Time, said mortgage will be foreclosed by a sale at public vendue to the highest bidder at the Easterly entrance to the Court House in the City of Pontiac, Oakland County, Michigan, (that being the place where the Circuit Court for the County of Oakland is held), of the premises described in said mortgage, or so much thereof as may be necessary to pay the amount due on said mortgage as aforesaid, with interest thereon and all legal costs, charges, and expenses, including the attorney fees allowed by law, and any sum or sums which may be paid by the undersigned mortgagee at or before said sale, necessary to protect its interest in the premises. Which premises are described as follows: Lands, premises and property situated in the Township of Royal Oak, County of Oakland and State of Michigan, described as follows, to-wit: "Lot numbered three hundred eighteen (318) of Fordmount Park Subdivision of the southeast quarter of the southwest quarter and part of the west half of the southwest quarter of the southeast quarter of Section Twenty-six (26), Town One (1) North, Range Eleven (11) east, Royal Oak Township, Oakland County, Michigan, according to the plat thereof recorded May 2, 1916, in Liber 13, page 32, plats, Oakland County Records. Together with the hereditaments and appurtenances thereof." Dated April 16-1936. — [13, 782, 178, 1378]
notice-signature-line: Assignee of Mortgagee, — [357, 508, 435, 518]
notice-signature-line: Hugh Francis and M. Simmons, — [185, 1307, 289, 1317]
notice-header: HUGH FRANCIS and M. SIMMONS, Attorneys, 1801 Dime Bank Building, Detroit, Michigan. — [701, 1119, 843, 1150]
columns-container — [10, 34, 1218, 1734]
notice-header: HUGH FRANCIS and M. SIMMONS, Attorneys, 1801 Dime Bank Building, Detroit, Michigan. — [13, 46, 155, 76]
notice-signature-line: Hugh Francis and M. Simmons, — [185, 573, 289, 583]
legal-notice — [701, 1110, 866, 1568]
notice-signature-line: Hugh Francis and M. Simmons, — [357, 489, 461, 499]
notice-signature-line: Assignee of Mortgagee. — [228, 1298, 307, 1308]
notice-signature-line: Detroit, Michigan. — [1045, 210, 1106, 220]
notice-signature-line: Hugh Francis and M. Simmons, — [701, 322, 805, 332]
notice-signature-line: Hugh Francis and M. Simmons, — [1045, 907, 1149, 917]
legal-notice — [13, 743, 178, 1453]
notice-signature-line: Hugh Francis and M. Simmons, — [529, 1158, 633, 1168]
notice-signature-line: Assignee of Mortgagee. — [572, 415, 651, 425]
notice-signature-line: MICHIGAN LIFE INSURANCE CO., — [548, 1140, 675, 1150]
legal-notice — [701, 34, 866, 379]
notice-signature-line: Assignee of Mortgagee, — [701, 340, 779, 350]
notice-number: 1551 — [503, 552, 520, 563]
legal-notice — [357, 1286, 522, 1568]
notice-signature-line: Attorneys for — [701, 1056, 745, 1066]
notice-signature-line: Attorneys for — [873, 991, 917, 1001]
notice-signature-line: Assignee of Mortgagee, — [1045, 192, 1123, 202]
notice-body: MORTGAGE SALE—DEFAULT having been made for more than thirty days in the conditions of a certain mortgage made by Harold V. Kennedy and Helene J. Kennedy, his wife, to State Security and Realty Company, a Michigan corporation, dated the 17th day of January, A.D. 1925, and recorded in the office of the Register of Deeds for the County of Oakland and State of Michigan, on the 19th day of January, A.D. 1925, in Liber 347 of Mortgages, on pages 51-52; which mortgage was assigned by said State Security and Realty Company to Grange Life Insurance Company, a Michigan corporation, by assignment dated February 7-1925 and recorded in the office of the Register of Deeds for Oakland County on March 20-1925, in Liber 248 of Mortgages, page 317; which mortgage was assigned by said Grange Life Insurance Company to Michigan Life Insurance Company, a Michigan corporation, by assignment dated May 29-1930, and recorded in the office of the Register of Deeds for Oakland County on August 27-1930 in Volume 683 of Mortgages, page 473-4, on which mortgage there is claimed to be due and unpaid at the date of this notice, for principal, interest, taxes and insurance the sum of Three Thousand One Hundred Thirty-four Dollars and Eighty-three cents ($3,134.83), and no suit or proceeding at law or in equity having been had or instituted to recover the debt secured by said mortgage, or any part thereof; Now, therefore, by virtue of the power of sale contained in said mortgage, and pursuant to the statute in such case made and provided, NOTICE IS HEREBY GIVEN, that on Tuesday the 4th day of August, A.D. 1936, at 12:00 o'clock noon, Eastern Standard Time, said mortgage will be foreclosed by a sale at public vendue to the highest bidder at the Easterly entrance to the Court House in the City of Pontiac, Oakland County, Michigan, (that being the place where the Circuit Court for the County of Oakland is held), of the premises described in said mortgage, or so much thereof as may be necessary to pay the amount due on said mortgage as aforesaid, with interest thereon and all legal costs, charges, and expenses, including the attorney fees allowed by law, and any sum or sums which may be paid by the undersigned mortgagee at or before said sale, necessary to protect its interest in the premises. Which premises are described as follows: Lands, premises and property situated in the Township of Royal Oak, County of Oakland and State of Michigan, described as follows, to-wit: "Lot numbered two hundred eighteen (218) of Fordmount Park Subdivision of the southeast quarter of the southwest quarter and part of the west half of the southwest quarter of the southeast quarter of Section Twenty-six (26), Town one (1) north, Range eleven (11) east, Royal Oak Township, Oakland County, Michigan, according to the plat thereof recorded May 2, 1916, in Liber 13, page 32, plats, Oakland County Records. Said premises being on the east side of Leitch Road between Thirteen Mile Road and Cherry Street. Together with the hereditaments and appurtenances thereof." Dated April 16-1936. — [357, 591, 522, 1206]
notice-signature-line: Attorneys for — [185, 582, 229, 592]
notice-signature-line: MICHIGAN LIFE INSURANCE CO., — [204, 1289, 331, 1299]
notice-signature-line: 1801 Dime Bank Building, — [357, 517, 445, 527]
legal-notice — [1045, 970, 1211, 1577]
notice-run-dates: May 7-July 30 — [125, 1443, 174, 1453]
notice-signature-line: MICHIGAN LIFE INSURANCE CO., — [32, 1377, 159, 1387]
notice-signature-line: Detroit, Michigan. — [357, 1261, 418, 1271]
notice-signature-line: MICHIGAN LIFE INSURANCE CO., — [376, 470, 503, 480]
notice-signature-line: Detroit, Michigan. — [529, 461, 590, 471]
notice-signature-line: 1801 Dime Bank Building, — [1045, 935, 1133, 945]
notice-signature-line: 1801 Dime Bank Building, — [529, 1186, 617, 1196]
notice-header: HUGH FRANCIS and M. SIMMONS, Attorneys, 1801 Dime Bank Building, Detroit, Michigan. — [529, 1231, 671, 1261]
notice-signature-line: Detroit, Michigan. — [873, 1019, 934, 1029]
notice-signature-line: MICHIGAN LIFE INSURANCE CO., — [204, 554, 331, 564]
notice-signature-line: Detroit, Michigan. — [529, 1196, 590, 1206]
notice-signature-line: 1801 Dime Bank Building, — [873, 275, 961, 285]
notice-signature-line: Assignee of Mortgagee, — [185, 591, 263, 601]
column-3 — [354, 34, 526, 1734]
notice-signature-line: MICHIGAN LIFE INSURANCE CO., — [720, 1028, 847, 1038]
notice-signature-line: Assignee of Mortgagee. — [1089, 898, 1167, 908]
notice-body: Twenty-eight Dollars and sixty cents ($3,128.60), and no suit or proceeding at law or in equity having been had or instituted to recover the debt secured by said mortgage, or any part thereof; Now, therefore, by virtue of the power of sale contained in said mortgage, and pursuant to the statute in such case made and provided, NOTICE IS HEREBY GIVEN, that on Tuesday the 4th day of August, A.D. 1936, at 12:00 o'clock noon, Eastern Standard Time, said mortgage will be foreclosed by a sale at public vendue to the highest bidder at the Easterly entrance to the Court House in the City of Pontiac, Oakland County, Michigan, (that being the place where the Circuit Court for the County of Oakland is held), of the premises described in said mortgage, or so much thereof as may be necessary to pay the amount due on said mortgage as aforesaid, with interest thereon and all legal costs, charges, and expenses, including the attorney fees allowed by law, and any sum or sums which may be paid by the undersigned mortgagee at or before said sale, necessary to protect its interest in the premises. Which premises are described as follows: Lands, premises and property situated in the Township of Royal Oak, County of Oakland and State of Michigan, described as follows, to-wit: "Lot numbered two hundred twenty-nine (229) of Fordmount Park Subdivision of the southeast quarter of the southwest quarter and part of the west half of the southwest quarter of the southeast quarter of Section Twenty-six (26), Town one (1) north, Range eleven (11) east, Royal Oak Township, Oakland County, Michigan, according to the plat thereof recorded May 2-1916, in Liber 13, page 32, plats, Oakland County Records. Said premises being on the east side of Leitch Road between Cherry and Orchard Streets. Together with the hereditaments and appurtenances thereof." Dated April 16-1936. — [529, 34, 694, 406]
notice-body: MORTGAGE SALE—DEFAULT having been made for more than thirty days in the conditions of a certain mortgage made by Harold V. Kennedy and Helene J. Kennedy, his wife, to State Security and Realty Company, a Michigan corporation, dated the 17th day of January, A.D. 1925, and recorded in the office of the Register of Deeds for the County of Oakland and State of Michigan, on the 19th day of January, A.D. 1925, in Liber 347 of Mortgages, on pages 49-50; which mortgage was assigned by said State Security and Realty Company to Grange Life Insurance Company, a Michigan corporation, by assignment dated February 7-1925 and recorded in the office of the Register of Deeds for Oakland County on March 20-1925; which mortgage was assigned by said Grange Life Insurance Company to Michigan Life Insurance Company, — [185, 1409, 350, 1577]
notice-signature-line: MICHIGAN LIFE INSURANCE CO., — [720, 303, 847, 313]
notice-signature-line: Attorneys for — [1045, 917, 1089, 927]
notice-signature-line: 1801 Dime Bank Building, — [1045, 201, 1133, 211]
notice-body: MORTGAGE SALE—DEFAULT having been made for more than thirty days in the conditions of a certain mortgage made by Harold V. Kennedy and Helene J. Kennedy, his wife, to State Security and Realty Company, a Michigan corporation, dated the 17th day of January, A.D. 1925, and recorded in the office of the Register of Deeds for the County of Oakland and State of Michigan, on the 19th day of January, A.D. 1925, in Liber 347 of Mortgages, on pages 53-54; which mortgage was assigned by said State Security and Realty Company to Grange Life Insurance Company, a Michigan corporation, by assignment dated February 7-1925 and recorded in the office of the Register of Deeds for Oakland County on March 20-1925, in Liber 248 of Mortgages, page 317; which mortgage was assigned by said Grange Life Insurance Company to Michigan Life Insurance Company, a Michigan corporation, by assignment dated May 29-1930, and recorded in the office of the Register of Deeds for Oakland County on August 27-1930 in Volume 683 of Mortgages, page 491-2, on which mortgage there is claimed to be due and unpaid at the date of this notice, for principal interest, taxes and insurance the sum of Three Thousand One Hundred Twenty-seven Dollars and two cents ($3,127.02), and no suit or proceeding at law or in equity having been had or instituted to recover the debt secured by said mortgage, or any part thereof; Now, therefore, by virtue of the power of sale contained in said mortgage, and pursuant to the statute in such case made and provided, NOTICE IS HEREBY GIVEN, that on Tuesday the 4th day of August, A.D. 1936, at 12:00 o'clock noon, Eastern Standard Time, said mortgage will be foreclosed by a sale at public vendue to the highest bidder at the Easterly entrance to the Court House in the City of Pontiac, Oakland County, Michigan, (that being the place where the Circuit Court for the County of Oakland is held), of the premises described in said mortgage, or so much thereof as may be necessary to pay the amount due on said mortgage as aforesaid, with interest thereon and all legal costs, charges, and expenses, including the attorney fees allowed by law, and any sum or sums which may be paid by the undersigned mortgagee at or before said sale, necessary to protect its interest in the premises. Which premises are described as follows: Lands, premises and property situated in the Township of Royal Oak, County of Oakland and State of Michigan, described as follows, to-wit: — [873, 1084, 1038, 1577]
notice-signature-line: Assignee of Mortgagee, — [185, 1326, 263, 1336]
notice-signature-line: Attorneys for — [701, 331, 745, 341]
notice-number: 1558 — [159, 36, 176, 46]
notice-signature-line: Detroit, Michigan. — [701, 1084, 762, 1094]
notice-run-dates: May 7-July 30 — [297, 620, 346, 630]
notice-signature-line: Hugh Francis and M. Simmons, — [357, 1224, 461, 1233]
notice-signature-line: 1801 Dime Bank Building, — [185, 1335, 273, 1345]
notice-number: 1547 — [847, 1109, 864, 1120]
notice-signature-line: Hugh Francis and M. Simmons, — [529, 424, 633, 434]
notice-header: HUGH FRANCIS and M. SIMMONS, Attorneys, 1801 Dime Bank Building, Detroit, Michigan. — [185, 1380, 327, 1410]
